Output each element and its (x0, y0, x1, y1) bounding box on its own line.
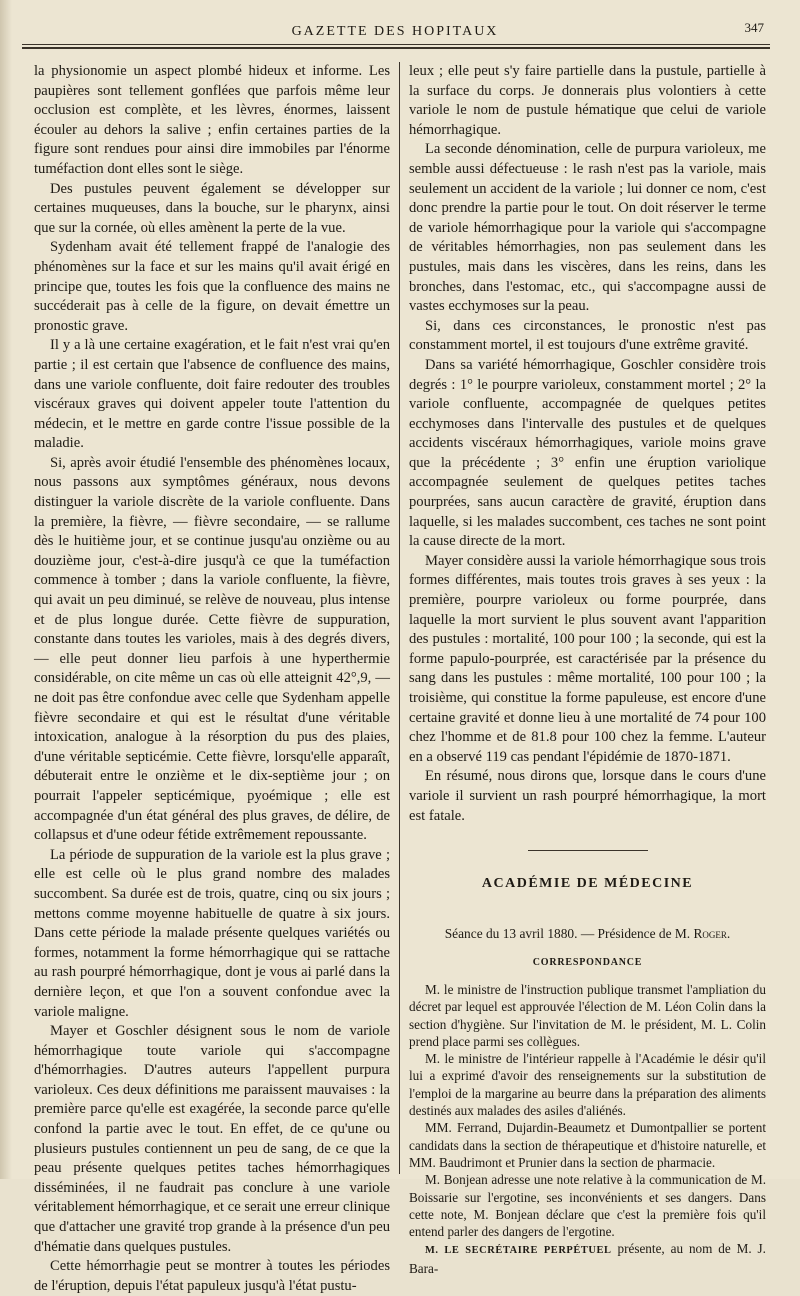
header-rule-thick (22, 47, 770, 49)
paragraph: Si, après avoir étudié l'ensemble des phénomènes locaux, nous passons aux symptômes généraux, nous devons distinguer la variole discrète de la variole confluente. Dans la première, la fièvre, — fièvre secondaire, — se rallume dès le huitième jour, et se continue jusqu'au onzième ou au douzième jour, c'est-à-dire jusqu'à ce que la tuméfaction commence à tomber ; dans la variole confluente, la fièvre, qui avait un peu diminué, se relève de nouveau, plus intense et de plus longue durée. Cette fièvre de suppuration, constante dans toutes les varioles, mais à des degrés divers, — elle peut donner lieu parfois à une hyperthermie considérable, on cite même un cas où elle atteignit 42°,9, — ne doit pas être confondue avec celle que Sydenham appelle fièvre secondaire et qui est le résultat d'une véritable intoxication, analogue à la résorption du pus des plaies, d'une véritable septicémie. Cette fièvre, lorsqu'elle apparaît, débuterait entre le onzième et le dix-septième jour ; on pourrait l'appeler septicémique, pyoémique ; elle est accompagnée d'un état général des plus graves, de délire, de collapsus et d'une odeur fétide extrêmement repoussante. (34, 454, 390, 844)
journal-title: GAZETTE DES HOPITAUX (291, 24, 499, 39)
secretary-label: M. LE SECRÉTAIRE PERPÉTUEL (425, 1245, 612, 1257)
paragraph: Cette hémorrhagie peut se montrer à toutes les périodes de l'éruption, depuis l'état papuleux jusqu'à l'état pustu- (34, 1258, 390, 1294)
section-separator (409, 838, 766, 844)
header-rule (22, 44, 770, 45)
paragraph: MM. Ferrand, Dujardin-Beaumetz et Dumontpallier se portent candidats dans la section de thérapeutique et d'histoire naturelle, et MM. Baudrimont et Prunier dans la section de pharmacie. (409, 1120, 766, 1170)
paragraph: La seconde dénomination, celle de purpura varioleux, me semble aussi défectueuse : le rash n'est pas la variole, mais seulement un accident de la variole ; lui donner ce nom, c'est donc prendre la partie pour le tout. On doit réserver le terme de variole hémorrhagique pour la variole qui s'accompagne de véritables hémorrhagies, non pas seulement dans les pustules, mais dans les viscères, dans les reins, dans les bronches, dans l'estomac, etc., qui s'accompagne aussi de vastes ecchymoses sur la peau. (409, 141, 766, 315)
left-column (34, 62, 390, 1296)
correspondance-body (409, 981, 766, 1277)
paragraph: M. le ministre de l'intérieur rappelle à l'Académie le désir qu'il lui a exprimé d'avoir des renseignements sur la substitution de l'emploi de la margarine au beurre dans la préparation des aliments destinés aux malades des asiles d'aliénés. (409, 1051, 766, 1119)
paragraph: Dans sa variété hémorrhagique, Goschler considère trois degrés : 1° le pourpre varioleux, constamment mortel ; 2° la variole confluente, accompagnée de quelques petites ecchymoses dans l'intervalle des pustules et de quelques accidents viscéraux hémorrhagiques, variole moins grave que la précédente ; 3° enfin une éruption variolique accompagnée seulement de quelques petites taches pourprées, sans aucun caractère de gravité, éruption dans laquelle, si les malades succombent, ces taches ne sont point la cause directe de la mort. (409, 356, 766, 550)
page-header (20, 16, 770, 42)
binding-shadow (0, 0, 12, 1179)
paragraph: M. Bonjean adresse une note relative à la communication de M. Boissarie sur l'ergotine, ses inconvénients et ses dangers. Dans cette note, M. Bonjean déclare que c'est la première fois qu'il entend parler des dangers de l'ergotine. (409, 1172, 766, 1240)
page-number: 347 (744, 20, 764, 35)
paragraph: La période de suppuration de la variole est la plus grave ; elle est celle où le plus grand nombre des malades succombent. Sa durée est de trois, quatre, cinq ou six jours ; mettons comme moyenne habituelle de quatre à six jours. Dans cette période la malade présente quelques variétés ou formes, notamment la forme hémorrhagique qui se rattache au rash pourpré hémorrhagique, dont je vous ai parlé dans la dernière leçon, et que l'on a souvent confondue avec la variole maligne. (34, 846, 390, 1020)
paragraph: la physionomie un aspect plombé hideux et informe. Les paupières sont tellement gonflées que parfois même leur occlusion est complète, et les lèvres, énormes, laissent écouler au dehors la salive ; enfin certaines parties de la figure sont rendues pour ainsi dire immobiles par l'énorme tuméfaction dont elles sont le siège. (34, 63, 390, 177)
section-title: ACADÉMIE DE MÉDECINE (481, 876, 694, 892)
president-name: Roger. (693, 925, 731, 941)
correspondance-title: CORRESPONDANCE (532, 957, 643, 969)
paragraph: Si, dans ces circonstances, le pronostic n'est pas constamment mortel, il est toujours d'une extrême gravité. (409, 317, 766, 354)
right-column (409, 62, 766, 1277)
paragraph: Des pustules peuvent également se développer sur certaines muqueuses, dans la bouche, sur le pharynx, ainsi que sur la cornée, où elles amènent la perte de la vue. (34, 180, 390, 236)
paragraph: En résumé, nous dirons que, lorsque dans le cours d'une variole il survient un rash pourpré hémorrhagique, la mort est fatale. (409, 768, 766, 824)
seance-line (409, 924, 766, 944)
paragraph (409, 1240, 766, 1277)
paragraph: Il y a là une certaine exagération, et le fait n'est vrai qu'en partie ; il est certain que l'absence de confluence des mains, dans une variole confluente, doit faire redouter des troubles viscéraux graves qui doivent appeler toute l'attention du médecin, et le mettre en garde contre l'issue possible de la maladie. (34, 337, 390, 452)
column-divider (399, 62, 400, 1174)
paragraph: Mayer et Goschler désignent sous le nom de variole hémorrhagique toute variole qui s'accompagne d'hémorrhagies. D'autres auteurs l'appellent purpura varioleux. Ces deux définitions me paraissent mauvaises : la première parce qu'elle est exagérée, la seconde parce qu'elle confond la partie avec le tout. En effet, de ce qu'une ou plusieurs pustules contiennent un peu de sang, de ce que la peau présente quelques petites taches hémorrhagiques disséminées, il ne faudrait pas conclure à une variole véritablement hémorrhagique, et ce serait une erreur clinique que d'attacher une gravité trop grande à la présence d'un peu d'hématie dans quelques pustules. (34, 1023, 390, 1255)
paragraph: Sydenham avait été tellement frappé de l'analogie des phénomènes sur la face et sur les mains qu'il avait érigé en principe que, toutes les fois que la confluence des mains ne succéderait pas à celle de la figure, on devait émettre un pronostic grave. (34, 239, 390, 334)
paragraph: leux ; elle peut s'y faire partielle dans la pustule, partielle à la surface du corps. Je donnerais plus volontiers à cette variole le nom de pustule hématique que celui de variole hémorrhagique. (409, 63, 766, 138)
paragraph: M. le ministre de l'instruction publique transmet l'ampliation du décret par lequel est approuvée l'élection de M. Léon Colin dans la section d'hygiène. Sur l'invitation de M. le président, M. L. Colin prend place parmi ses collègues. (409, 981, 766, 1049)
paragraph: Mayer considère aussi la variole hémorrhagique sous trois formes différentes, mais toutes trois graves à ses yeux : la première, pourpre varioleux ou forme pourprée, dans laquelle la mort survient le plus souvent avant l'apparition des pustules : mortalité, 100 pour 100 ; la seconde, qui est la forme papulo-pourprée, est caractérisée par la présence du sang dans les pustules : même mortalité, 100 pour 100 ; la troisième, qui constitue la forme papuleuse, est encore d'une certaine gravité et donne lieu à une mortalité de 74 pour 100 chez l'homme et de 81.8 pour 100 chez la femme. L'auteur en a observé 119 cas pendant l'épidémie de 1870-1871. (409, 552, 766, 765)
seance-text: Séance du 13 avril 1880. — Présidence de M. (444, 925, 694, 941)
paragraph-text: présente, au nom de M. J. Bara- (409, 1241, 766, 1276)
